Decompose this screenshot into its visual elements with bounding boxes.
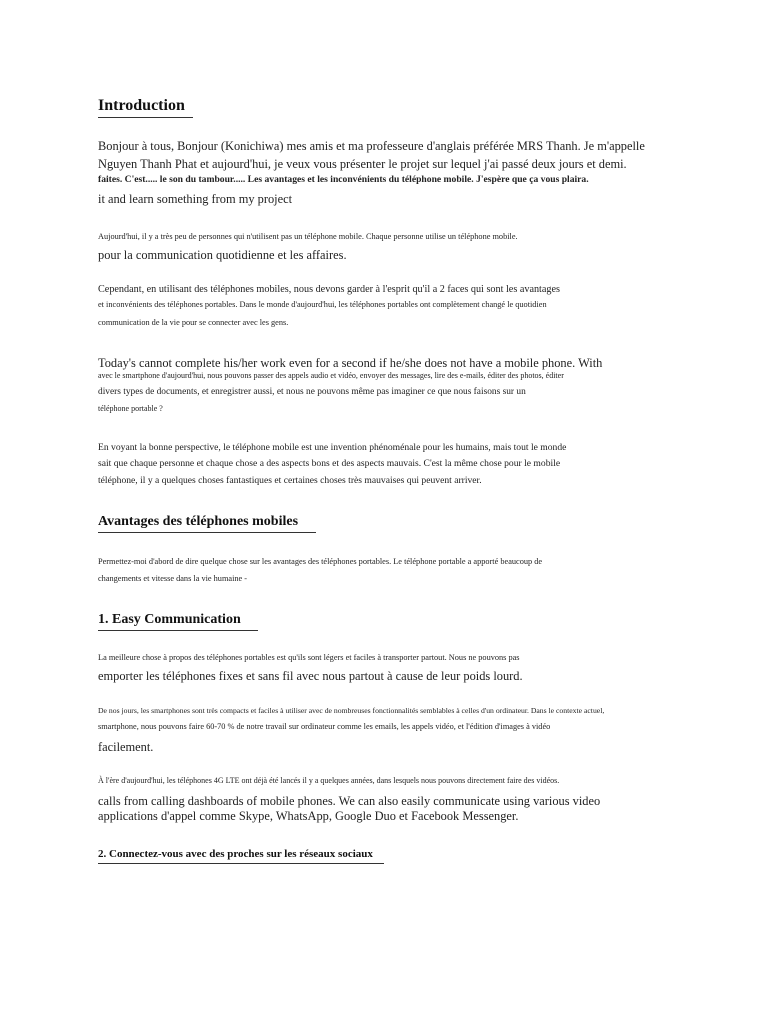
para3-line-3: communication de la vie pour se connecter avec les gens. bbox=[98, 318, 289, 327]
para2-line-2: pour la communication quotidienne et les affaires. bbox=[98, 248, 347, 262]
advantages-line-1: Permettez-moi d'abord de dire quelque chose sur les avantages des téléphones portables. Le téléphone portable a apporté beaucoup de bbox=[98, 557, 543, 566]
para4-line-1: Today's cannot complete his/her work even for a second if he/she does not have a mobile phone. With bbox=[98, 356, 603, 370]
easy-para3-line-1: À l'ère d'aujourd'hui, les téléphones 4G LTE ont déjà été lancés il y a quelques années, dans lesquels nous pouvons directement faire des vidéos. bbox=[98, 776, 560, 785]
para5-line-1: En voyant la bonne perspective, le téléphone mobile est une invention phénoménale pour les humains, mais tout le monde bbox=[98, 442, 567, 453]
para4-line-2: avec le smartphone d'aujourd'hui, nous pouvons passer des appels audio et vidéo, envoyer des messages, lire des e-mails, éditer des photos, éditer bbox=[98, 371, 564, 380]
easy-para1-line-2: emporter les téléphones fixes et sans fil avec nous partout à cause de leur poids lourd. bbox=[98, 669, 523, 683]
heading-introduction: Introduction bbox=[98, 97, 193, 118]
heading-connect: 2. Connectez-vous avec des proches sur les réseaux sociaux bbox=[98, 848, 384, 864]
para4-line-3: divers types de documents, et enregistrer aussi, et nous ne pouvons même pas imaginer ce que nous faisons sur un bbox=[98, 387, 526, 397]
intro-line-1: Bonjour à tous, Bonjour (Konichiwa) mes amis et ma professeure d'anglais préférée MRS Thanh. Je m'appelle bbox=[98, 139, 645, 153]
para3-line-1: Cependant, en utilisant des téléphones mobiles, nous devons garder à l'esprit qu'il a 2 faces qui sont les avantages bbox=[98, 284, 560, 295]
para2-line-1: Aujourd'hui, il y a très peu de personnes qui n'utilisent pas un téléphone mobile. Chaque personne utilise un téléphone mobile. bbox=[98, 232, 518, 241]
easy-para3-line-3: applications d'appel comme Skype, WhatsApp, Google Duo et Facebook Messenger. bbox=[98, 809, 519, 823]
easy-para3-line-2: calls from calling dashboards of mobile phones. We can also easily communicate using various video bbox=[98, 794, 601, 808]
easy-para2-line-1: De nos jours, les smartphones sont très compacts et faciles à utiliser avec de nombreuses fonctionnalités semblables à celles d'un ordinateur. Dans le contexte actuel, bbox=[98, 706, 605, 715]
advantages-line-2: changements et vitesse dans la vie humaine - bbox=[98, 574, 248, 583]
heading-easy-communication: 1. Easy Communication bbox=[98, 612, 258, 631]
intro-line-4: it and learn something from my project bbox=[98, 192, 293, 206]
para5-line-3: téléphone, il y a quelques choses fantastiques et certaines choses très mauvaises qui peuvent arriver. bbox=[98, 475, 482, 486]
easy-para2-line-3: facilement. bbox=[98, 740, 154, 754]
intro-line-3: faites. C'est..... le son du tambour..... Les avantages et les inconvénients du téléphone mobile. J'espère que ça vous plaira. bbox=[98, 174, 589, 185]
para5-line-2: sait que chaque personne et chaque chose a des aspects bons et des aspects mauvais. C'est la même chose pour le mobile bbox=[98, 458, 561, 469]
intro-line-2: Nguyen Thanh Phat et aujourd'hui, je veux vous présenter le projet sur lequel j'ai passé deux jours et demi. bbox=[98, 157, 627, 171]
heading-advantages: Avantages des téléphones mobiles bbox=[98, 514, 316, 533]
easy-para1-line-1: La meilleure chose à propos des téléphones portables est qu'ils sont légers et faciles à transporter partout. Nous ne pouvons pas bbox=[98, 653, 520, 662]
easy-para2-line-2: smartphone, nous pouvons faire 60-70 % de notre travail sur ordinateur comme les emails, les appels vidéo, et l'édition d'images à vidéo bbox=[98, 722, 551, 731]
para4-line-4: téléphone portable ? bbox=[98, 404, 163, 413]
para3-line-2: et inconvénients des téléphones portables. Dans le monde d'aujourd'hui, les téléphones portables ont complètement changé le quotidien bbox=[98, 300, 547, 309]
